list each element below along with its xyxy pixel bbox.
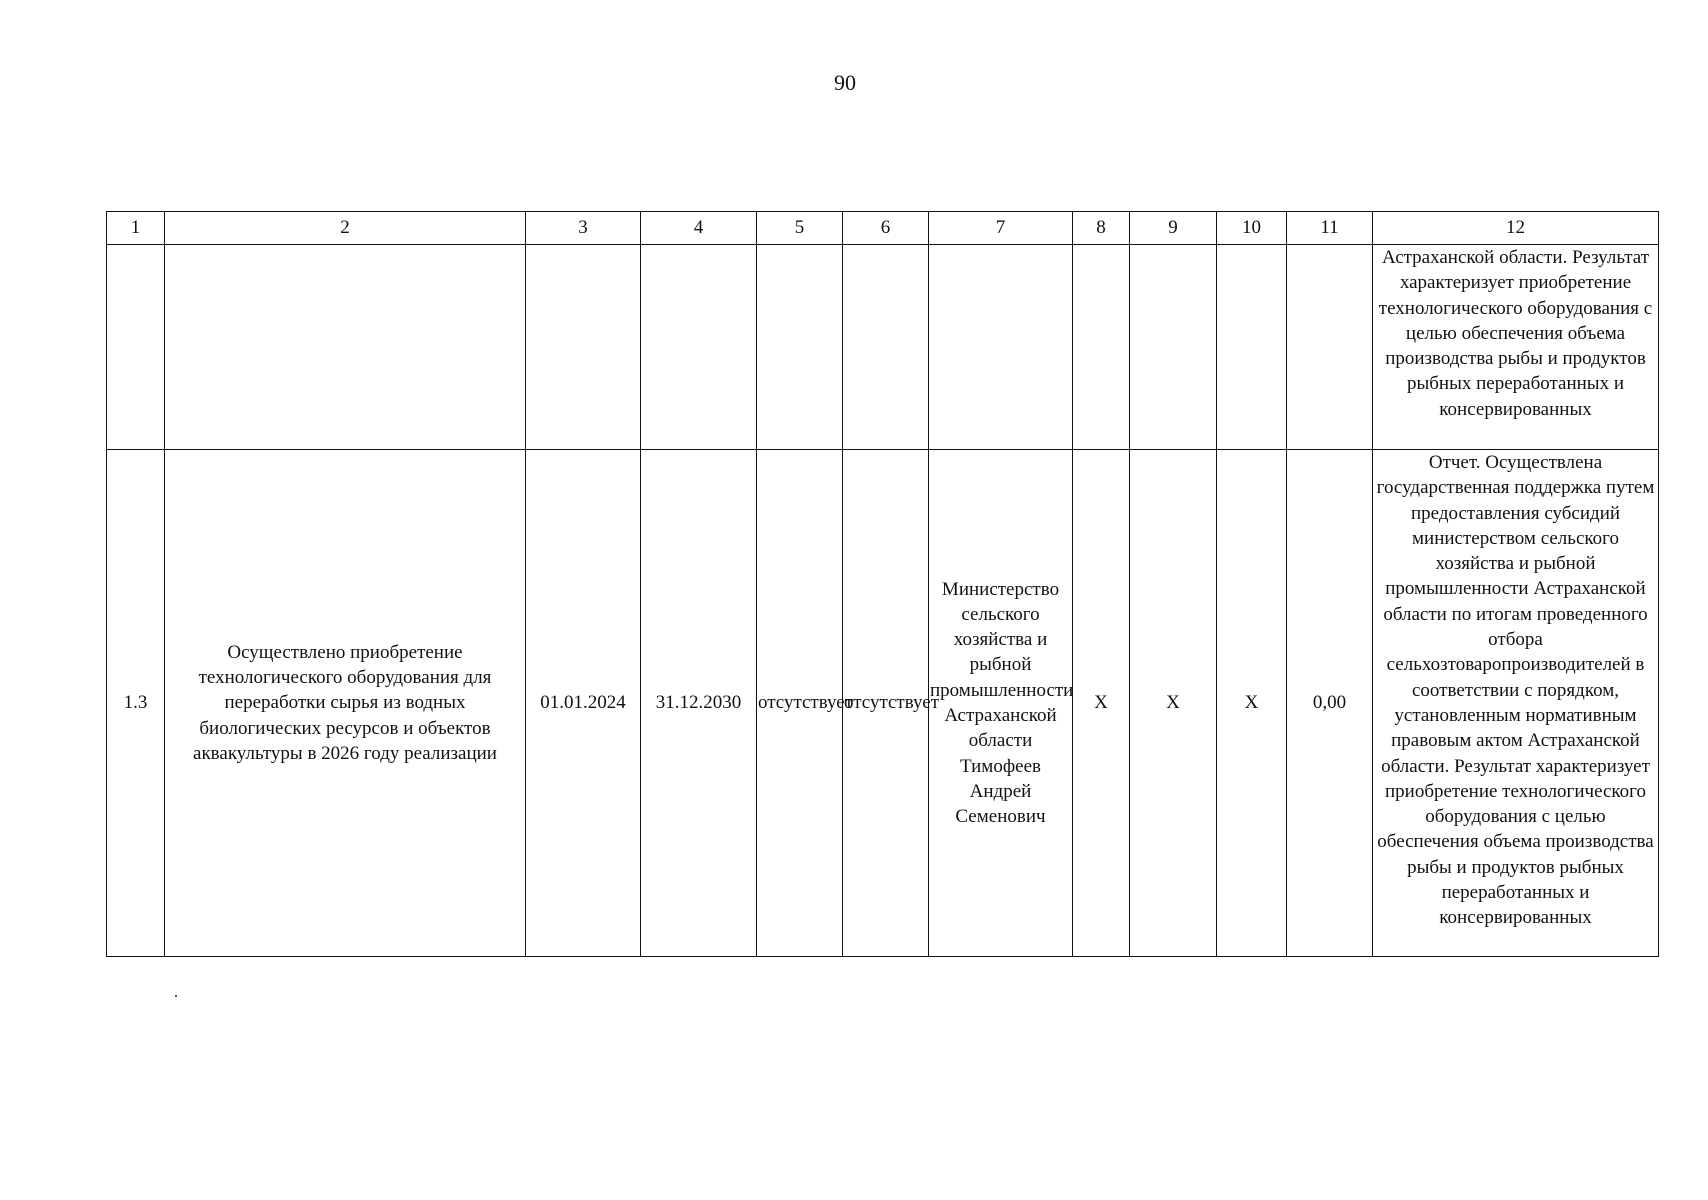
col11-value: 0,00	[1287, 450, 1373, 957]
table-row-1-3	[107, 450, 1659, 957]
report-text: Отчет. Осуществлена государственная поддержка путем предоставления субсидий министерством сельского хозяйства и рыбной промышленности Астраханской области по итогам проведенного отбора сельхозтоваропроизводителей в соответствии с порядком, установленным нормативным правовым актом Астраханской области. Результат характеризует приобретение технологического оборудования с целью обеспечения объема производства рыбы и продуктов рыбных переработанных и консервированных	[1373, 450, 1659, 957]
header-cell-7: 7	[929, 212, 1073, 245]
result-description: Осуществлено приобретение технологического оборудования для переработки сырья из водных биологических ресурсов и объектов аквакультуры в 2026 году реализации	[165, 450, 526, 957]
empty-cell	[641, 245, 757, 450]
empty-cell	[757, 245, 843, 450]
header-cell-5: 5	[757, 212, 843, 245]
empty-cell	[929, 245, 1073, 450]
col6-value: отсутствует	[843, 450, 929, 957]
start-date: 01.01.2024	[526, 450, 641, 957]
header-cell-12: 12	[1373, 212, 1659, 245]
col8-value: Х	[1073, 450, 1130, 957]
col9-value: Х	[1130, 450, 1217, 957]
continuation-result-text: Астраханской области. Результат характеризует приобретение технологического оборудования с целью обеспечения объема производства рыбы и продуктов рыбных переработанных и консервированных	[1373, 245, 1659, 450]
page-number: 90	[834, 70, 856, 95]
empty-cell	[107, 245, 165, 450]
empty-cell	[1287, 245, 1373, 450]
empty-cell	[1130, 245, 1217, 450]
row-number: 1.3	[107, 450, 165, 957]
responsible-executor: Министерство сельского хозяйства и рыбной промышленности Астраханской области Тимофеев Андрей Семенович	[929, 450, 1073, 957]
col5-value: отсутствует	[757, 450, 843, 957]
header-cell-4: 4	[641, 212, 757, 245]
empty-cell	[843, 245, 929, 450]
header-cell-3: 3	[526, 212, 641, 245]
header-cell-1: 1	[107, 212, 165, 245]
header-cell-11: 11	[1287, 212, 1373, 245]
table-row-continuation	[107, 245, 1659, 450]
header-cell-10: 10	[1217, 212, 1287, 245]
end-date: 31.12.2030	[641, 450, 757, 957]
empty-cell	[1073, 245, 1130, 450]
header-cell-8: 8	[1073, 212, 1130, 245]
data-table	[106, 211, 1659, 957]
empty-cell	[1217, 245, 1287, 450]
header-cell-9: 9	[1130, 212, 1217, 245]
scan-speck	[175, 995, 177, 997]
empty-cell	[165, 245, 526, 450]
col10-value: Х	[1217, 450, 1287, 957]
table-header-row	[107, 212, 1659, 245]
empty-cell	[526, 245, 641, 450]
header-cell-6: 6	[843, 212, 929, 245]
header-cell-2: 2	[165, 212, 526, 245]
